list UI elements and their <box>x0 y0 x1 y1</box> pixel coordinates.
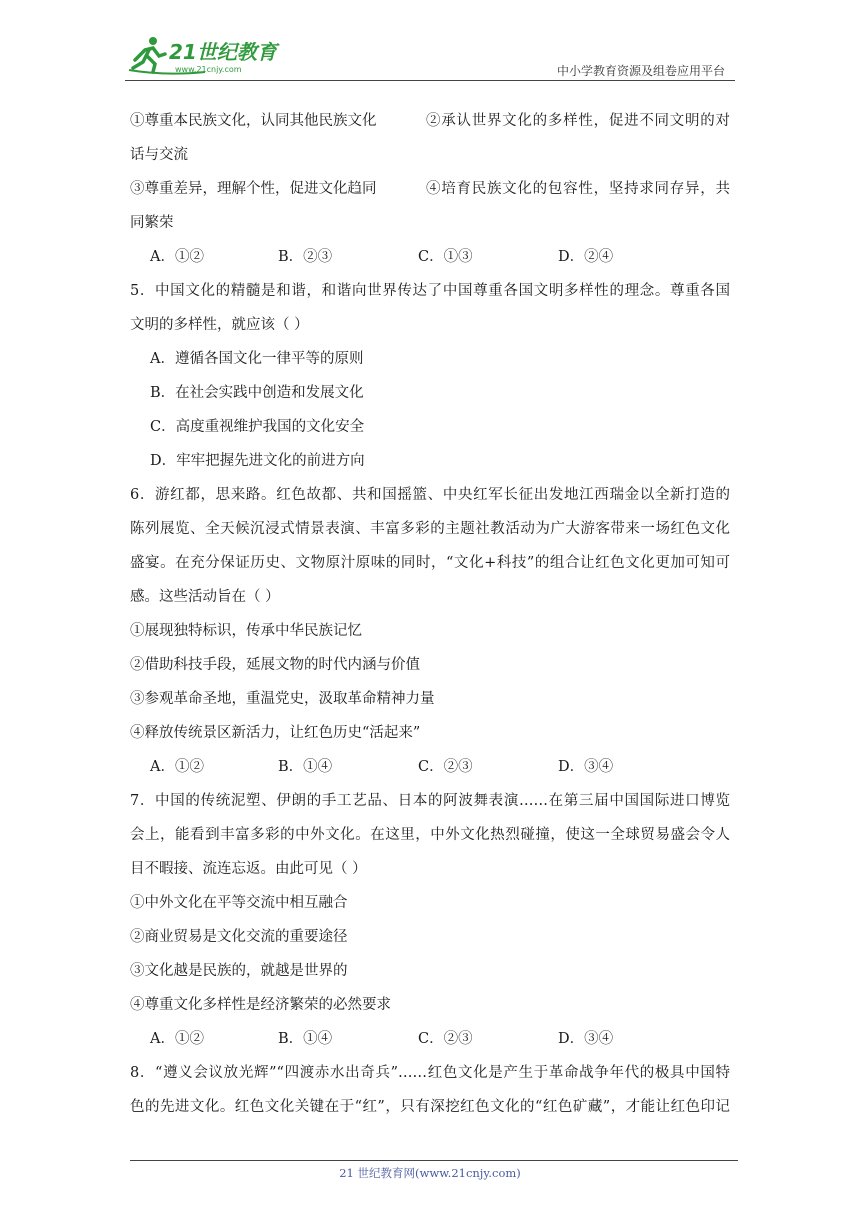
text-line: ③文化越是民族的，就越是世界的 <box>130 963 348 979</box>
text-line: 陈列展览、全天候沉浸式情景表演、丰富多彩的主题社教活动为广大游客带来一场红色文化 <box>130 521 730 537</box>
page-header <box>125 30 735 80</box>
answer-option-line: B．在社会实践中创造和发展文化 <box>150 385 364 401</box>
text-line: ①中外文化在平等交流中相互融合 <box>130 895 348 911</box>
site-logo <box>125 32 295 76</box>
text-line: 盛宴。在充分保证历史、文物原汁原味的同时，“文化+科技”的组合让红色文化更加可知可 <box>130 555 730 571</box>
footer-text: 21 世纪教育网(www.21cnjy.com) <box>339 1166 521 1180</box>
answer-option-line: A．遵循各国文化一律平等的原则 <box>150 351 364 367</box>
statement-right: ④培育民族文化的包容性，坚持求同存异，共 <box>426 181 730 197</box>
text-line: 色的先进文化。红色文化关键在于“红”，只有深挖红色文化的“红色矿藏”，才能让红色印记 <box>130 1099 730 1115</box>
text-line: 文明的多样性，就应该（ ） <box>130 317 309 333</box>
text-line: ③参观革命圣地，重温党史，汲取革命精神力量 <box>130 691 435 707</box>
text-line: 8．“遵义会议放光辉”“四渡赤水出奇兵”……红色文化是产生于革命战争年代的极具中国特 <box>130 1065 730 1081</box>
answer-option-line: C．高度重视维护我国的文化安全 <box>150 419 365 435</box>
statement-pair <box>130 172 730 206</box>
text-line: ④释放传统景区新活力，让红色历史“活起来” <box>130 725 421 741</box>
text-line: 话与交流 <box>130 147 188 163</box>
answer-option: C．①③ <box>418 249 473 265</box>
answer-option: C．②③ <box>418 759 473 775</box>
header-divider <box>125 80 735 81</box>
text-line: 感。这些活动旨在（ ） <box>130 589 280 605</box>
statement-left: ③尊重差异，理解个性，促进文化趋同 <box>130 181 377 197</box>
answer-options <box>130 750 730 784</box>
answer-options <box>130 1022 730 1056</box>
answer-option: B．①④ <box>278 1031 333 1047</box>
statement-right: ②承认世界文化的多样性，促进不同文明的对 <box>426 113 730 129</box>
answer-option: B．①④ <box>278 759 333 775</box>
logo-url: www.21cnjy.com <box>175 65 242 74</box>
answer-option-line: D．牢牢把握先进文化的前进方向 <box>150 453 365 469</box>
text-line: ④尊重文化多样性是经济繁荣的必然要求 <box>130 997 391 1013</box>
header-platform-text: 中小学教育资源及组卷应用平台 <box>556 64 725 78</box>
answer-option: D．③④ <box>558 759 614 775</box>
text-line: 目不暇接、流连忘返。由此可见（ ） <box>130 861 367 877</box>
text-line: 5．中国文化的精髓是和谐，和谐向世界传达了中国尊重各国文明多样性的理念。尊重各国 <box>130 283 730 299</box>
logo-text: 21世纪教育 <box>169 40 277 64</box>
answer-option: D．③④ <box>558 1031 614 1047</box>
answer-option: C．②③ <box>418 1031 473 1047</box>
answer-option: A．①② <box>150 249 204 265</box>
text-line: ②借助科技手段，延展文物的时代内涵与价值 <box>130 657 420 673</box>
text-line: ②商业贸易是文化交流的重要途径 <box>130 929 348 945</box>
text-line: 会上，能看到丰富多彩的中外文化。在这里，中外文化热烈碰撞，使这一全球贸易盛会令人 <box>130 827 730 843</box>
text-line: 7．中国的传统泥塑、伊朗的手工艺品、日本的阿波舞表演……在第三届中国国际进口博览 <box>130 793 730 809</box>
text-line: ①展现独特标识，传承中华民族记忆 <box>130 623 362 639</box>
statement-pair <box>130 104 730 138</box>
statement-left: ①尊重本民族文化，认同其他民族文化 <box>130 113 377 129</box>
answer-options <box>130 240 730 274</box>
exam-content <box>130 104 730 1124</box>
text-line: 6．游红都，思来路。红色故都、共和国摇篮、中央红军长征出发地江西瑞金以全新打造的 <box>130 487 730 503</box>
answer-option: A．①② <box>150 1031 204 1047</box>
answer-option: D．②④ <box>558 249 614 265</box>
answer-option: A．①② <box>150 759 204 775</box>
text-line: 同繁荣 <box>130 215 174 231</box>
footer-divider <box>130 1160 738 1161</box>
answer-option: B．②③ <box>278 249 333 265</box>
